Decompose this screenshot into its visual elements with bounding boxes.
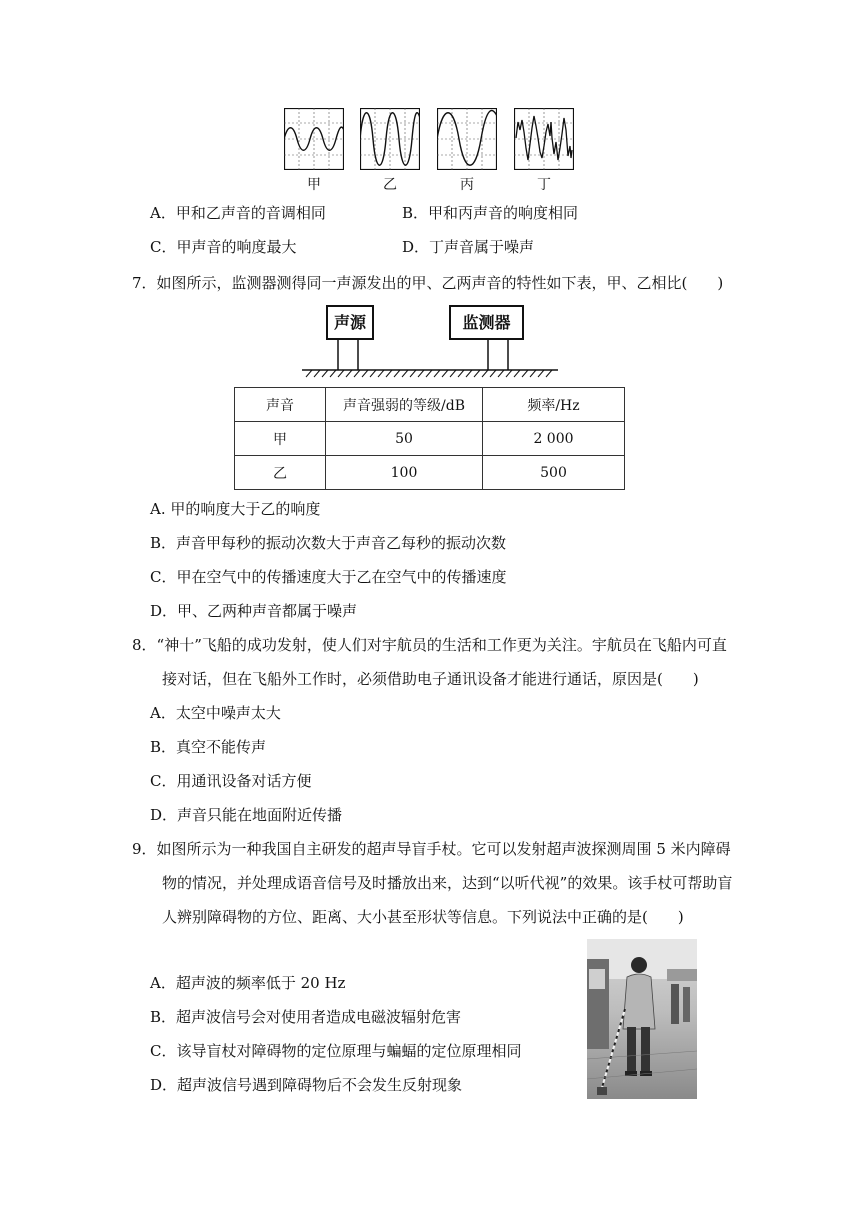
q7-option-d: D．甲、乙两种声音都属于噪声 xyxy=(150,602,358,620)
table-header-cell: 声音 xyxy=(235,388,326,422)
q8-option-b: B．真空不能传声 xyxy=(150,738,267,756)
table-row xyxy=(235,456,625,490)
q8-stem-line2: 接对话，但在飞船外工作时，必须借助电子通讯设备才能进行通话，原因是( ) xyxy=(162,670,699,688)
table-cell: 乙 xyxy=(235,456,326,490)
sound-source-box: 声源 xyxy=(326,305,374,340)
q9-option-c: C．该导盲杖对障碍物的定位原理与蝙蝠的定位原理相同 xyxy=(150,1042,522,1060)
q7-option-a: A. 甲的响度大于乙的响度 xyxy=(150,500,321,518)
table-cell: 50 xyxy=(326,422,483,456)
table-header-cell: 频率/Hz xyxy=(483,388,625,422)
q7-stem: 7．如图所示，监测器测得同一声源发出的甲、乙两声音的特性如下表，甲、乙相比( ) xyxy=(132,274,724,292)
q8-option-d: D．声音只能在地面附近传播 xyxy=(150,806,343,824)
q9-stem-line3: 人辨别障碍物的方位、距离、大小甚至形状等信息。下列说法中正确的是( ) xyxy=(162,908,684,926)
waveform-label-yi: 乙 xyxy=(383,177,397,193)
q9-stem-line2: 物的情况，并处理成语音信号及时播放出来，达到“以听代视”的效果。该手杖可帮助盲 xyxy=(162,874,733,892)
q9-stem-line1: 9．如图所示为一种我国自主研发的超声导盲手杖。它可以发射超声波探测周围 5 米内障碍 xyxy=(132,840,731,858)
q9-option-a: A．超声波的频率低于 20 Hz xyxy=(150,974,346,992)
monitor-box: 监测器 xyxy=(449,305,524,340)
q8-option-a: A．太空中噪声太大 xyxy=(150,704,281,722)
table-header-row xyxy=(235,388,625,422)
waveform-ding xyxy=(514,108,574,170)
waveform-bing xyxy=(437,108,497,170)
waveform-label-bing: 丙 xyxy=(460,177,474,193)
blind-cane-photo xyxy=(587,939,697,1099)
waveform-label-jia: 甲 xyxy=(307,177,321,193)
q6-option-b: B．甲和丙声音的响度相同 xyxy=(402,204,579,222)
q6-option-d: D．丁声音属于噪声 xyxy=(402,238,535,256)
table-cell: 100 xyxy=(326,456,483,490)
table-row xyxy=(235,422,625,456)
sound-property-table xyxy=(234,387,625,490)
q8-option-c: C．用通讯设备对话方便 xyxy=(150,772,312,790)
waveform-yi xyxy=(360,108,420,170)
table-cell: 500 xyxy=(483,456,625,490)
q9-option-b: B．超声波信号会对使用者造成电磁波辐射危害 xyxy=(150,1008,462,1026)
q9-option-d: D．超声波信号遇到障碍物后不会发生反射现象 xyxy=(150,1076,463,1094)
q6-option-a: A．甲和乙声音的音调相同 xyxy=(150,204,326,222)
table-cell: 甲 xyxy=(235,422,326,456)
waveform-label-ding: 丁 xyxy=(537,177,551,193)
q6-option-c: C．甲声音的响度最大 xyxy=(150,238,297,256)
table-cell: 2 000 xyxy=(483,422,625,456)
q8-stem-line1: 8．“神十”飞船的成功发射，使人们对宇航员的生活和工作更为关注。宇航员在飞船内可直 xyxy=(132,636,727,654)
q7-option-b: B．声音甲每秒的振动次数大于声音乙每秒的振动次数 xyxy=(150,534,507,552)
waveform-jia xyxy=(284,108,344,170)
q7-option-c: C．甲在空气中的传播速度大于乙在空气中的传播速度 xyxy=(150,568,507,586)
table-header-cell: 声音强弱的等级/dB xyxy=(326,388,483,422)
